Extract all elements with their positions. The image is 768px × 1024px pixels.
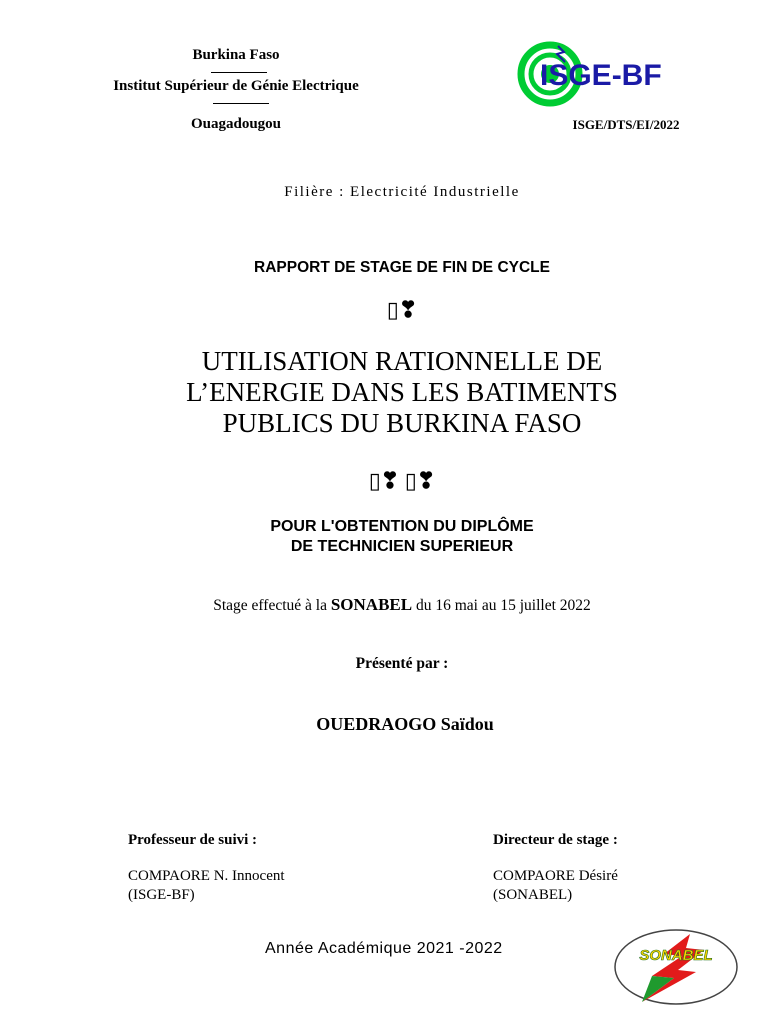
supervisor-block xyxy=(128,831,388,905)
sonabel-logo-text: SONABEL xyxy=(639,947,713,964)
sonabel-logo xyxy=(612,926,742,1008)
director-name: COMPAORE Désiré xyxy=(493,868,618,884)
report-type: RAPPORT DE STAGE DE FIN DE CYCLE xyxy=(254,259,550,276)
director-block xyxy=(493,831,733,905)
internship-prefix: Stage effectué à la xyxy=(213,597,327,614)
internship-dates: du 16 mai au 15 juillet 2022 xyxy=(415,597,591,614)
supervisor-role: Professeur de suivi : xyxy=(128,832,258,848)
header-divider-1 xyxy=(211,72,267,73)
title-line: PUBLICS DU BURKINA FASO xyxy=(222,408,582,438)
purpose-line: DE TECHNICIEN SUPERIEUR xyxy=(290,538,514,555)
city-name: Ouagadougou xyxy=(190,116,282,132)
country-name: Burkina Faso xyxy=(192,47,280,63)
institute-name: Institut Supérieur de Génie Electrique xyxy=(113,78,359,94)
title-line: UTILISATION RATIONNELLE DE xyxy=(201,346,603,376)
supervisor-name: COMPAORE N. Innocent xyxy=(128,868,285,884)
presented-by-label: Présenté par : xyxy=(355,655,449,672)
report-title xyxy=(0,346,768,439)
diploma-purpose xyxy=(0,517,768,557)
isge-logo-text: ISGE-BF xyxy=(540,59,662,92)
purpose-line: POUR L'OBTENTION DU DIPLÔME xyxy=(270,518,534,535)
supervisor-org: (ISGE-BF) xyxy=(128,887,195,903)
title-line: L’ENERGIE DANS LES BATIMENTS xyxy=(186,377,618,407)
isge-logo xyxy=(512,38,712,108)
ornament-double: ▯❣ ▯❣ xyxy=(368,468,436,493)
academic-year: Année Académique 2021 -2022 xyxy=(265,940,503,957)
internship-company: SONABEL xyxy=(330,595,413,614)
internship-info xyxy=(0,595,768,615)
director-role: Directeur de stage : xyxy=(493,832,618,848)
author-name: OUEDRAOGO Saïdou xyxy=(316,714,494,734)
header-divider-2 xyxy=(213,103,269,104)
ornament-single: ▯❣ xyxy=(386,297,418,322)
filiere-label: Filière : Electricité Industrielle xyxy=(284,184,520,200)
director-org: (SONABEL) xyxy=(493,887,573,903)
reference-number: ISGE/DTS/EI/2022 xyxy=(572,117,680,132)
